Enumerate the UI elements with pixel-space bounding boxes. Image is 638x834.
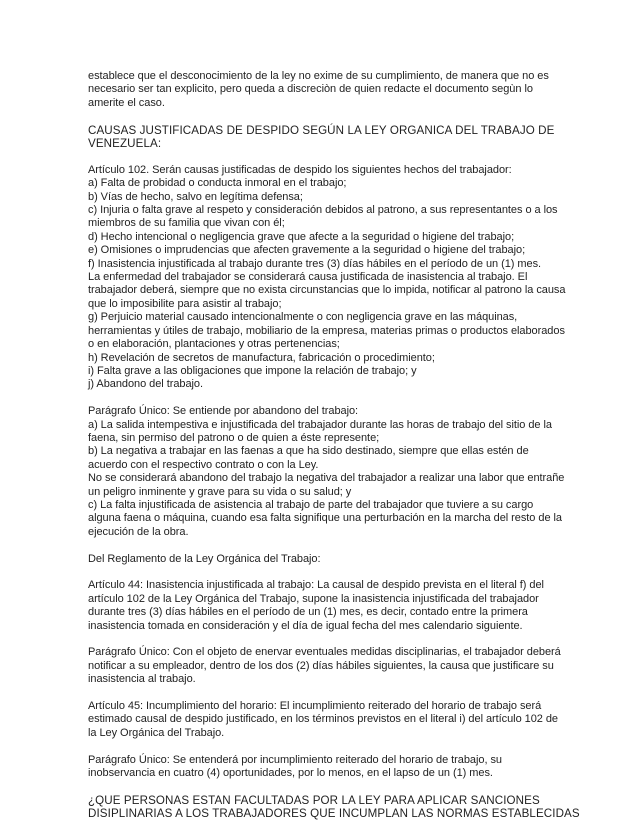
body-paragraph: [88, 700, 556, 740]
text-line: establece que el desconocimiento de la ley no exime de su cumplimiento, de manera que no es: [88, 70, 549, 82]
text-line: acuerdo con el respectivo contrato o con la Ley.: [88, 458, 319, 471]
text-line: j) Abandono del trabajo.: [88, 378, 203, 391]
text-line: c) Injuria o falta grave al respeto y consideración debidos al patrono, a sus representantes o a los: [88, 204, 558, 217]
text-line: necesario ser tan explicito, pero queda a discreciòn de quien redacte el documento segùn lo: [88, 83, 533, 96]
text-line: trabajador deberá, siempre que no exista circunstancias que lo impida, notificar al patrono la causa: [88, 284, 566, 297]
text-line: g) Perjuicio material causado intencionalmente o con negligencia grave en las máquinas,: [88, 311, 518, 324]
text-line: miembros de su familia que vivan con él;: [88, 217, 285, 230]
text-line: d) Hecho intencional o negligencia grave que afecte a la seguridad o higiene del trabajo;: [88, 230, 515, 243]
text-line: VENEZUELA:: [88, 137, 162, 151]
text-line: un peligro inminente y grave para su vida o su salud; y: [88, 485, 352, 498]
body-paragraph: [88, 163, 566, 392]
text-line: Artículo 102. Serán causas justificadas de despido los siguientes hechos del trabajador:: [88, 163, 512, 176]
body-paragraph: [88, 553, 556, 566]
section-heading: [88, 793, 580, 821]
section-heading: [88, 124, 556, 151]
text-line: a) La salida intempestiva e injustificada del trabajador durante las horas de trabajo del sitio de la: [88, 418, 552, 431]
text-line: Parágrafo Único: Se entenderá por incumplimiento reiterado del horario de trabajo, su: [88, 753, 502, 766]
text-line: No se considerará abandono del trabajo la negativa del trabajador a realizar una labor que entrañe: [88, 472, 565, 485]
text-line: Parágrafo Único: Con el objeto de enervar eventuales medidas disciplinarias, el trabajador deberá: [88, 646, 561, 659]
body-paragraph: [88, 754, 556, 781]
text-line: Del Reglamento de la Ley Orgánica del Trabajo:: [88, 552, 321, 565]
body-paragraph: [88, 70, 556, 110]
text-line: c) La falta injustificada de asistencia al trabajo de parte del trabajador que tuviere a su cargo: [88, 498, 534, 511]
body-paragraph: [88, 646, 561, 686]
text-line: ¿QUE PERSONAS ESTAN FACULTADAS POR LA LEY PARA APLICAR SANCIONES: [88, 793, 540, 807]
text-line: f) Inasistencia injustificada al trabajo durante tres (3) días hábiles en el período de un (1) mes.: [88, 257, 542, 270]
text-line: la Ley Orgánica del Trabajo.: [88, 726, 225, 739]
text-line: a) Falta de probidad o conducta inmoral en el trabajo;: [88, 177, 347, 190]
text-line: inasistencia tomada en consideración y el día de igual fecha del mes calendario siguiente.: [88, 619, 523, 632]
text-line: Artículo 45: Incumplimiento del horario: El incumplimiento reiterado del horario de trabajo será: [88, 699, 542, 712]
text-line: DISIPLINARIAS A LOS TRABAJADORES QUE INCUMPLAN LAS NORMAS ESTABLECIDAS: [88, 807, 580, 821]
body-paragraph: [88, 579, 556, 633]
text-line: inasistencia al trabajo.: [88, 673, 196, 686]
text-line: ejecución de la obra.: [88, 525, 189, 538]
text-line: i) Falta grave a las obligaciones que impone la relación de trabajo; y: [88, 364, 417, 377]
text-line: durante tres (3) días hábiles en el período de un (1) mes, es decir, contado entre la primera: [88, 606, 528, 619]
text-line: La enfermedad del trabajador se considerará causa justificada de inasistencia al trabajo. El: [88, 271, 528, 284]
text-line: h) Revelación de secretos de manufactura, fabricación o procedimiento;: [88, 351, 435, 364]
text-line: Parágrafo Único: Se entiende por abandono del trabajo:: [88, 405, 359, 418]
text-line: b) La negativa a trabajar en las faenas a que ha sido destinado, siempre que ellas estén de: [88, 445, 529, 458]
text-line: e) Omisiones o imprudencias que afecten gravemente a la seguridad o higiene del trabajo;: [88, 244, 526, 257]
text-line: artículo 102 de la Ley Orgánica del Trabajo, supone la inasistencia injustificada del trabajador: [88, 592, 539, 605]
text-line: o en elaboración, plantaciones y otras pertenencias;: [88, 338, 340, 351]
text-line: notificar a su empleador, dentro de los dos (2) días hábiles siguientes, la causa que justificare su: [88, 659, 554, 672]
text-line: b) Vías de hecho, salvo en legítima defensa;: [88, 190, 303, 203]
body-paragraph: [88, 405, 565, 539]
text-line: alguna faena o máquina, cuando esa falta signifique una perturbación en la marcha del resto de la: [88, 512, 562, 525]
text-line: amerite el caso.: [88, 96, 165, 109]
text-line: Artículo 44: Inasistencia injustificada al trabajo: La causal de despido prevista en el literal f) del: [88, 579, 544, 592]
text-line: CAUSAS JUSTIFICADAS DE DESPIDO SEGÚN LA LEY ORGANICA DEL TRABAJO DE: [88, 123, 555, 137]
text-line: inobservancia en cuatro (4) oportunidades, por lo menos, en el lapso de un (1) mes.: [88, 767, 493, 779]
text-line: que lo imposibilite para asistir al trabajo;: [88, 297, 282, 310]
text-line: estimado causal de despido justificado, en los términos previstos en el literal i) del artículo 102 de: [88, 713, 558, 726]
text-line: herramientas y útiles de trabajo, mobiliario de la empresa, materias primas o productos elaborados: [88, 324, 565, 337]
document-page: [88, 70, 580, 834]
text-line: faena, sin permiso del patrono o de quien a éste represente;: [88, 431, 380, 444]
